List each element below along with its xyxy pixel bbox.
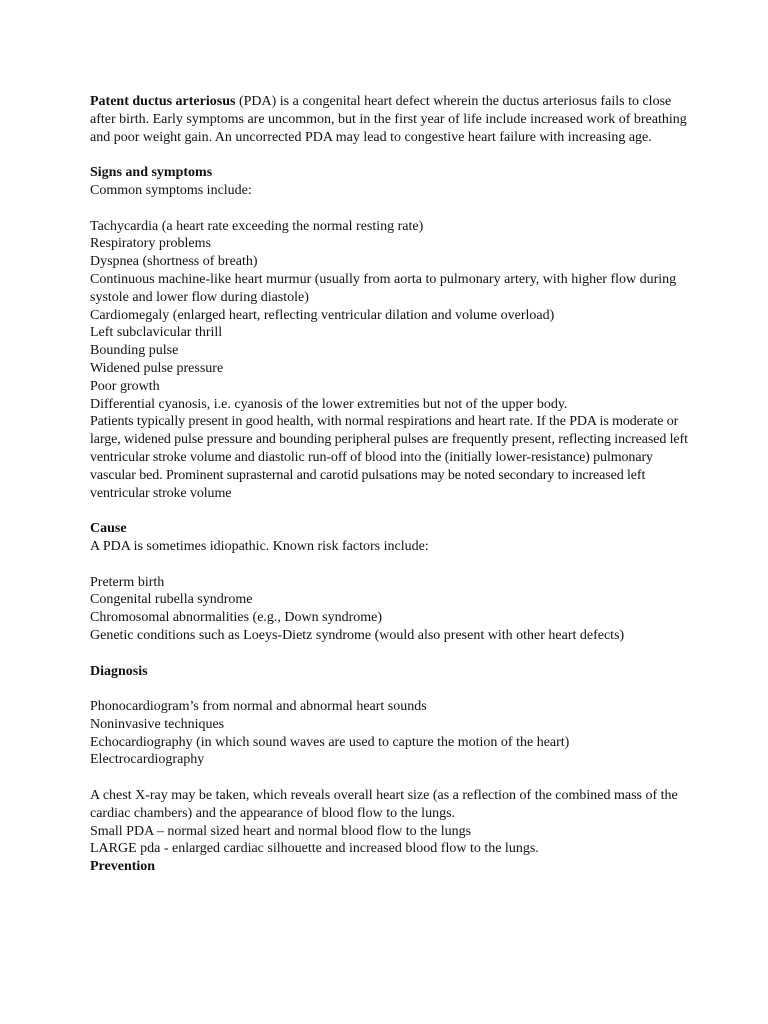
- signs-item: Cardiomegaly (enlarged heart, reflecting ventricular dilation and volume overload): [90, 307, 555, 323]
- signs-heading: Signs and symptoms: [90, 165, 213, 181]
- large-pda-line: LARGE pda - enlarged cardiac silhouette and increased blood flow to the lungs.: [90, 841, 539, 857]
- intro-paragraph: [90, 93, 690, 146]
- document-page: [90, 93, 690, 876]
- spacer: [90, 146, 690, 164]
- spacer: [90, 769, 690, 787]
- cause-item: Chromosomal abnormalities (e.g., Down syndrome): [90, 610, 383, 626]
- signs-item: Respiratory problems: [90, 236, 211, 252]
- spacer: [90, 556, 690, 574]
- spacer: [90, 502, 690, 520]
- cause-heading: Cause: [90, 521, 127, 537]
- signs-item: Continuous machine-like heart murmur (usually from aorta to pulmonary artery, with higher flow during systole and lower flow during diastole): [90, 271, 677, 305]
- spacer: [90, 680, 690, 698]
- cause-item: Preterm birth: [90, 574, 165, 590]
- signs-item: Patients typically present in good health, with normal respirations and heart rate. If the PDA is moderate or large, widened pulse pressure and bounding peripheral pulses are frequently present, reflecting increased left ventricular stroke volume and diastolic run-off of blood into the (initially lower-resistance) pulmonary vascular bed. Prominent suprasternal and carotid pulsations may be noted secondary to increased left ventricular stroke volume: [90, 414, 688, 501]
- signs-item: Left subclavicular thrill: [90, 325, 223, 341]
- signs-item: Tachycardia (a heart rate exceeding the normal resting rate): [90, 218, 424, 234]
- signs-item: Widened pulse pressure: [90, 360, 224, 376]
- diagnosis-item: Electrocardiography: [90, 752, 205, 768]
- diagnosis-item: Phonocardiogram’s from normal and abnormal heart sounds: [90, 699, 427, 715]
- signs-lead: Common symptoms include:: [90, 182, 252, 198]
- diagnosis-item: Noninvasive techniques: [90, 716, 225, 732]
- signs-item: Poor growth: [90, 378, 160, 394]
- diagnosis-heading: Diagnosis: [90, 663, 148, 679]
- cause-item: Congenital rubella syndrome: [90, 592, 253, 608]
- cause-item: Genetic conditions such as Loeys-Dietz syndrome (would also present with other heart defects): [90, 627, 625, 643]
- diagnosis-item: Echocardiography (in which sound waves are used to capture the motion of the heart): [90, 734, 570, 750]
- signs-item: Bounding pulse: [90, 343, 179, 359]
- intro-term: Patent ductus arteriosus: [90, 94, 236, 109]
- small-pda-line: Small PDA – normal sized heart and normal blood flow to the lungs: [90, 823, 472, 839]
- intro-text: (PDA) is a congenital heart defect wherein the ductus arteriosus fails to close after birth. Early symptoms are uncommon, but in the first year of life include increased work of breathing and poor weight gain. An uncorrected PDA may lead to congestive heart failure with increasing age.: [90, 94, 687, 145]
- signs-item: Differential cyanosis, i.e. cyanosis of the lower extremities but not of the upper body.: [90, 396, 568, 412]
- xray-paragraph: A chest X-ray may be taken, which reveals overall heart size (as a reflection of the combined mass of the cardiac chambers) and the appearance of blood flow to the lungs.: [90, 788, 678, 821]
- cause-lead: A PDA is sometimes idiopathic. Known risk factors include:: [90, 538, 429, 554]
- spacer: [90, 200, 690, 218]
- prevention-heading: Prevention: [90, 859, 156, 875]
- spacer: [90, 645, 690, 663]
- signs-item: Dyspnea (shortness of breath): [90, 254, 258, 270]
